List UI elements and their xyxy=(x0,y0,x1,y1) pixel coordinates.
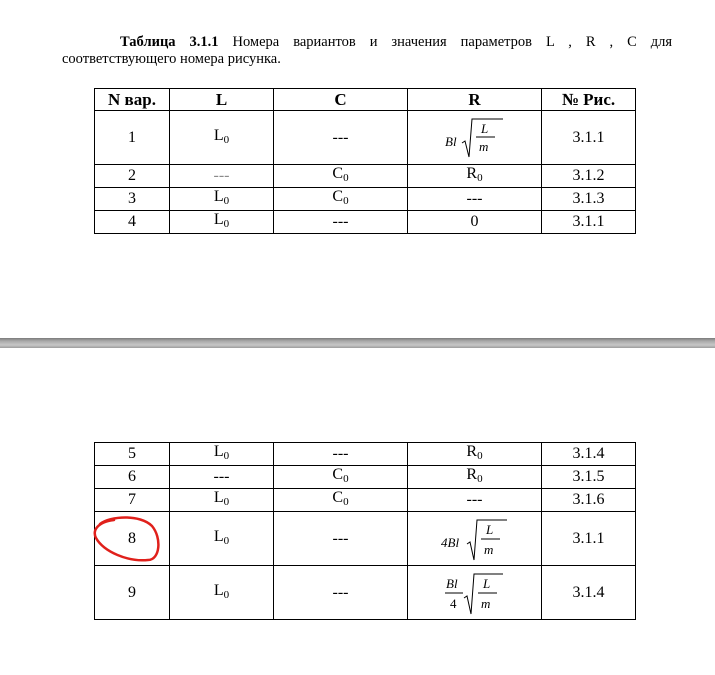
cell-variant: 3 xyxy=(95,188,170,211)
cell-variant: 9 xyxy=(95,566,170,620)
table-caption xyxy=(62,34,672,68)
cell-c: --- xyxy=(274,211,408,234)
table-row xyxy=(95,489,636,512)
svg-text:L: L xyxy=(480,120,488,136)
cell-l: $L_0$ xyxy=(170,188,274,211)
cell-variant: 2 xyxy=(95,165,170,188)
cell-figure: 3.1.6 xyxy=(542,489,636,512)
red-circle-stroke xyxy=(95,518,159,561)
cell-figure: 3.1.2 xyxy=(542,165,636,188)
formula-bl-sqrt-l-over-m xyxy=(443,115,507,161)
table-header-row xyxy=(95,89,636,111)
cell-c: $C_0$ xyxy=(274,466,408,489)
svg-text:m: m xyxy=(483,541,493,557)
cell-variant: 1 xyxy=(95,111,170,165)
cell-r: $R_0$ xyxy=(408,165,542,188)
cell-figure: 3.1.4 xyxy=(542,566,636,620)
table-row xyxy=(95,111,636,165)
table-row xyxy=(95,211,636,234)
header-variant: N вар. xyxy=(95,89,170,111)
formula-4bl-sqrt-l-over-m xyxy=(439,514,511,564)
cell-c: $C_0$ xyxy=(274,188,408,211)
table-row xyxy=(95,466,636,489)
cell-l: $L_0$ xyxy=(170,489,274,512)
svg-text:4Bl: 4Bl xyxy=(440,534,459,550)
cell-variant: 5 xyxy=(95,443,170,466)
svg-text:Bl: Bl xyxy=(445,575,458,591)
cell-r: $R_0$ xyxy=(408,443,542,466)
cell-l: $L_0$ xyxy=(170,111,274,165)
cell-figure: 3.1.3 xyxy=(542,188,636,211)
table-row xyxy=(95,512,636,566)
cell-variant: 7 xyxy=(95,489,170,512)
cell-c: --- xyxy=(274,566,408,620)
page-break-divider xyxy=(0,338,715,348)
svg-text:m: m xyxy=(478,138,488,154)
svg-text:L: L xyxy=(482,575,490,591)
cell-r-formula xyxy=(408,566,542,620)
caption-text-line1: Номера вариантов и значения параметров L , R , C для xyxy=(232,34,672,50)
table-row xyxy=(95,188,636,211)
header-r: R xyxy=(408,89,542,111)
cell-figure: 3.1.1 xyxy=(542,512,636,566)
cell-c: --- xyxy=(274,443,408,466)
cell-l: $L_0$ xyxy=(170,566,274,620)
svg-text:L: L xyxy=(485,521,493,537)
svg-text:Bl: Bl xyxy=(444,133,457,149)
parameters-table-top xyxy=(94,88,636,234)
red-circle-annotation xyxy=(88,512,168,570)
cell-r: $R_0$ xyxy=(408,466,542,489)
cell-l: $L_0$ xyxy=(170,512,274,566)
cell-figure: 3.1.1 xyxy=(542,211,636,234)
cell-r: 0 xyxy=(408,211,542,234)
svg-text:4: 4 xyxy=(449,595,456,611)
svg-text:m: m xyxy=(480,595,490,611)
cell-variant: 8 xyxy=(95,512,170,566)
header-figure: № Рис. xyxy=(542,89,636,111)
cell-r: --- xyxy=(408,489,542,512)
caption-text-line2: соответствующего номера рисунка. xyxy=(62,51,281,67)
cell-r-formula xyxy=(408,111,542,165)
header-l: L xyxy=(170,89,274,111)
parameters-table-continued xyxy=(94,442,636,620)
header-c: C xyxy=(274,89,408,111)
cell-l: $L_0$ xyxy=(170,211,274,234)
cell-variant: 4 xyxy=(95,211,170,234)
cell-figure: 3.1.1 xyxy=(542,111,636,165)
cell-l: $L_0$ xyxy=(170,443,274,466)
cell-r: --- xyxy=(408,188,542,211)
cell-l: --- xyxy=(170,466,274,489)
cell-l: --- xyxy=(170,165,274,188)
cell-c: --- xyxy=(274,111,408,165)
table-row xyxy=(95,165,636,188)
cell-variant: 6 xyxy=(95,466,170,489)
cell-figure: 3.1.4 xyxy=(542,443,636,466)
cell-c: $C_0$ xyxy=(274,489,408,512)
formula-bl-over-4-sqrt-l-over-m xyxy=(443,568,507,618)
cell-c: $C_0$ xyxy=(274,165,408,188)
cell-r-formula xyxy=(408,512,542,566)
table-row xyxy=(95,443,636,466)
caption-title: Таблица 3.1.1 xyxy=(120,34,219,50)
cell-c: --- xyxy=(274,512,408,566)
table-row xyxy=(95,566,636,620)
cell-figure: 3.1.5 xyxy=(542,466,636,489)
